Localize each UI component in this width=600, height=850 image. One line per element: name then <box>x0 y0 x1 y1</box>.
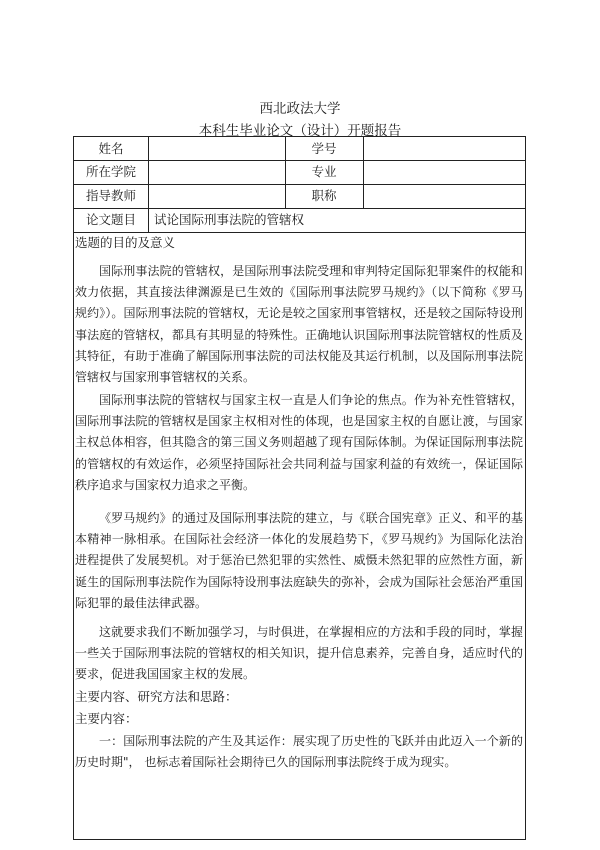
topic-field[interactable]: 试论国际刑事法院的管辖权 <box>154 212 305 227</box>
paragraph-2: 国际刑事法院的管辖权与国家主权一直是人们争论的焦点。作为补充性管辖权，国际刑事法院的管辖权是国家主权相对性的体现，也是国家主权的自愿让渡，与国家主权总体相容，但其隐含的第三国义务则超越了现有国际体制。为保证国际刑事法院的管辖权的有效运作，必须坚持国际社会共同利益与国家利益的有效统一，保证国际秩序追求与国家权力追求之平衡。 <box>75 393 523 492</box>
title-rank-label: 职称 <box>311 188 337 203</box>
content-heading: 主要内容、研究方法和思路： <box>75 689 238 704</box>
name-label: 姓名 <box>98 141 124 156</box>
report-title: 本科生毕业论文（设计）开题报告 <box>198 123 402 139</box>
advisor-field[interactable] <box>154 185 282 207</box>
main-content-label: 主要内容： <box>75 711 138 726</box>
topic-label: 论文题目 <box>85 212 136 227</box>
college-field[interactable] <box>154 161 282 183</box>
title-rank-field[interactable] <box>368 185 524 207</box>
table-divider <box>148 137 149 232</box>
name-field[interactable] <box>154 138 282 160</box>
proposal-form <box>73 136 526 840</box>
paragraph-3: 《罗马规约》的通过及国际刑事法院的建立，与《联合国宪章》正义、和平的基本精神一脉相承。在国际社会经济一体化的发展趋势下，《罗马规约》为国际化法治进程提供了发展契机。对于惩治已然犯罪的实然性、威慑未然犯罪的应然性方面，新诞生的国际刑事法院作为国际特设刑事法庭缺失的弥补，会成为国际社会惩治严重国际犯罪的最佳法律武器。 <box>75 511 523 610</box>
table-divider <box>363 137 364 208</box>
content-point-1: 一：国际刑事法院的产生及其运作：展实现了历史性的飞跃并由此迈入一个新的历史时期"， 也标志着国际社会期待已久的国际刑事法院终于成为现实。 <box>75 734 523 770</box>
major-label: 专业 <box>311 164 337 179</box>
college-label: 所在学院 <box>85 164 136 179</box>
student-id-label: 学号 <box>311 141 337 156</box>
advisor-label: 指导教师 <box>85 188 136 203</box>
paragraph-1: 国际刑事法院的管辖权，是国际刑事法院受理和审判特定国际犯罪案件的权能和效力依据，其直接法律渊源是已生效的《国际刑事法院罗马规约》（以下简称《罗马规约》）。国际刑事法院的管辖权，无论是较之国家刑事管辖权，还是较之国际特设刑事法庭的管辖权，都具有其明显的特殊性。正确地认识国际刑事法院管辖权的性质及其特征，有助于准确了解国际刑事法院的司法权能及其运行机制，以及国际刑事法院管辖权与国家刑事管辖权的关系。 <box>75 264 523 385</box>
purpose-heading: 选题的目的及意义 <box>75 235 176 250</box>
university-name: 西北政法大学 <box>259 101 341 117</box>
paragraph-4: 这就要求我们不断加强学习，与时俱进，在掌握相应的方法和手段的同时，掌握一些关于国际刑事法院的管辖权的相关知识，提升信息素养，完善自身，适应时代的要求，促进我国国家主权的发展。 <box>75 625 523 682</box>
major-field[interactable] <box>368 161 524 183</box>
student-id-field[interactable] <box>368 138 524 160</box>
